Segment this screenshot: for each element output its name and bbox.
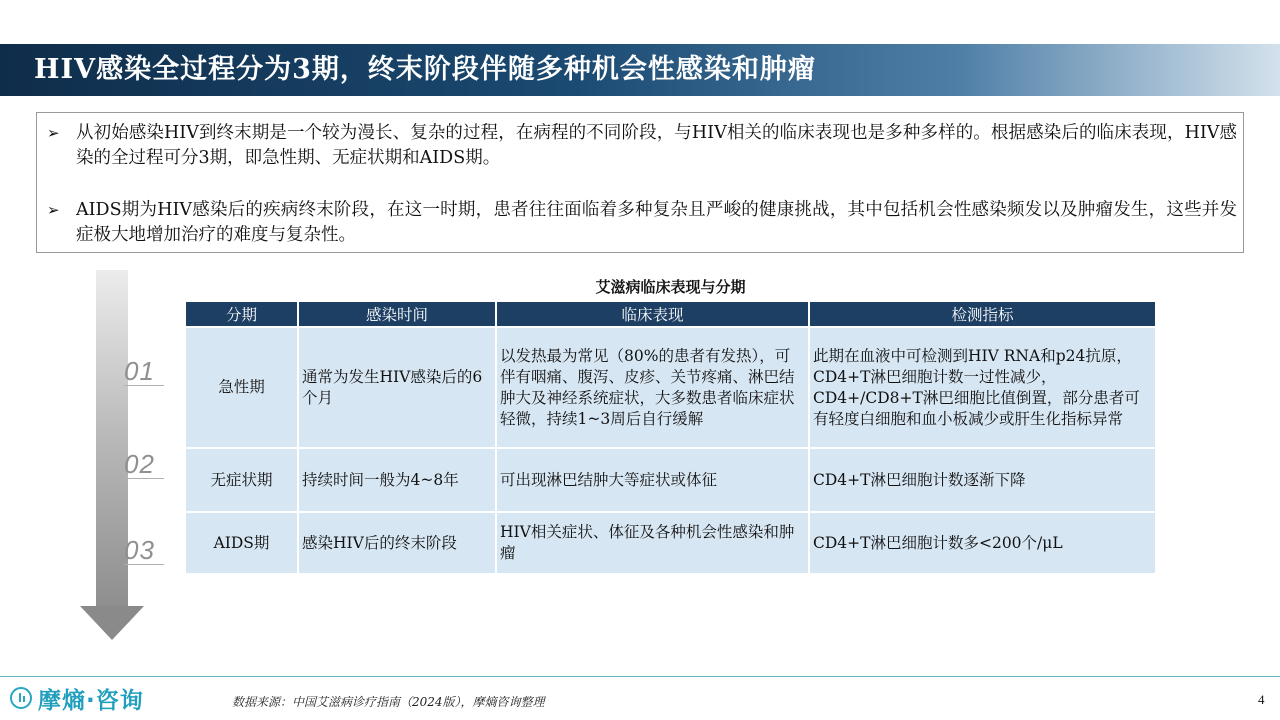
stage-cell: 无症状期 xyxy=(186,448,298,512)
summary-bullet xyxy=(47,121,1237,171)
page-number: 4 xyxy=(1258,692,1265,707)
column-header: 感染时间 xyxy=(298,302,496,327)
column-header: 检测指标 xyxy=(809,302,1155,327)
clinical-cell: 可出现淋巴结肿大等症状或体征 xyxy=(496,448,809,512)
column-header: 临床表现 xyxy=(496,302,809,327)
infection-time-cell: 通常为发生HIV感染后的6个月 xyxy=(298,327,496,448)
clinical-cell: 以发热最为常见（80%的患者有发热），可伴有咽痛、腹泻、皮疹、关节疼痛、淋巴结肿大及神经系统症状，大多数患者临床症状轻微，持续1~3周后自行缓解 xyxy=(496,327,809,448)
arrow-bullet-icon: ➢ xyxy=(47,124,60,142)
summary-bullet xyxy=(47,198,1237,248)
summary-bullet-text: AIDS期为HIV感染后的疾病终末阶段，在这一时期，患者往往面临着多种复杂且严峻的健康挑战，其中包括机会性感染频发以及肿瘤发生，这些并发症极大地增加治疗的难度与复杂性。 xyxy=(76,200,1237,245)
brand-logo-text: 摩熵·咨询 xyxy=(38,687,144,714)
title-bar xyxy=(0,44,1280,96)
table-title: 艾滋病临床表现与分期 xyxy=(595,278,746,296)
indicator-cell: CD4+T淋巴细胞计数多<200个/μL xyxy=(809,512,1155,573)
table-row xyxy=(186,327,1155,448)
stages-table xyxy=(186,302,1155,573)
stage-number: 02 xyxy=(124,450,164,479)
stage-number: 03 xyxy=(124,536,164,565)
table-row xyxy=(186,448,1155,512)
footer-divider xyxy=(0,676,1280,677)
stage-cell: AIDS期 xyxy=(186,512,298,573)
brand-logo-icon xyxy=(10,687,32,709)
table-header-row xyxy=(186,302,1155,327)
summary-box xyxy=(36,112,1244,253)
arrow-bullet-icon: ➢ xyxy=(47,201,60,219)
page-title: HIV感染全过程分为3期，终末阶段伴随多种机会性感染和肿瘤 xyxy=(34,54,816,85)
brand-logo xyxy=(10,684,144,712)
infection-time-cell: 感染HIV后的终末阶段 xyxy=(298,512,496,573)
clinical-cell: HIV相关症状、体征及各种机会性感染和肿瘤 xyxy=(496,512,809,573)
table-row xyxy=(186,512,1155,573)
column-header: 分期 xyxy=(186,302,298,327)
indicator-cell: CD4+T淋巴细胞计数逐渐下降 xyxy=(809,448,1155,512)
infection-time-cell: 持续时间一般为4~8年 xyxy=(298,448,496,512)
indicator-cell: 此期在血液中可检测到HIV RNA和p24抗原，CD4+T淋巴细胞计数一过性减少，CD4+/CD8+T淋巴细胞比值倒置，部分患者可有轻度白细胞和血小板减少或肝生化指标异常 xyxy=(809,327,1155,448)
stage-cell: 急性期 xyxy=(186,327,298,448)
data-source: 数据来源：中国艾滋病诊疗指南（2024版），摩熵咨询整理 xyxy=(232,695,545,709)
down-arrow-icon xyxy=(80,606,144,640)
stage-number: 01 xyxy=(124,357,164,386)
summary-bullet-text: 从初始感染HIV到终末期是一个较为漫长、复杂的过程，在病程的不同阶段，与HIV相关的临床表现也是多种多样的。根据感染后的临床表现，HIV感染的全过程可分3期，即急性期、无症状期和AIDS期。 xyxy=(76,123,1237,168)
